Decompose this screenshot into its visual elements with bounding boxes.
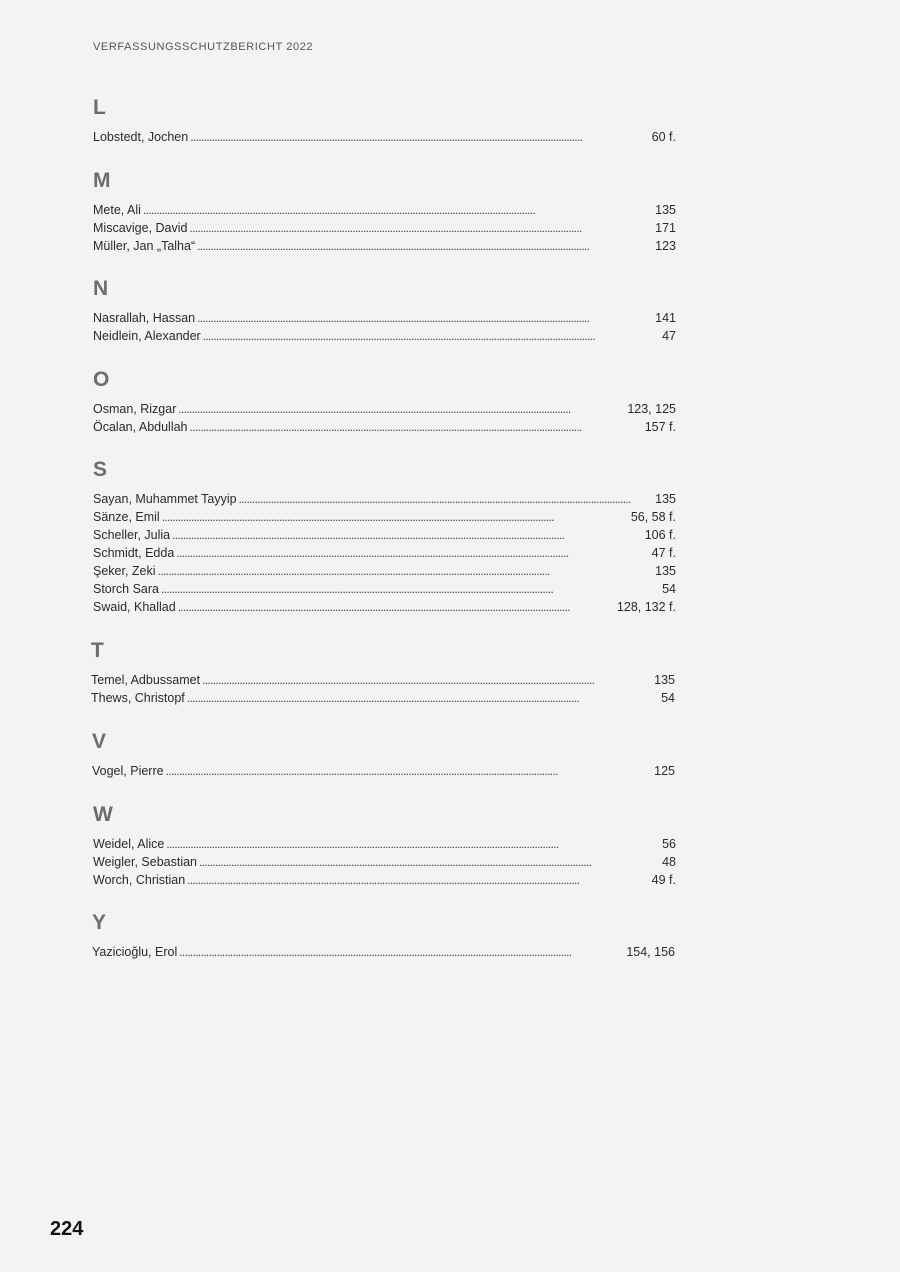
index-entry (93, 309, 676, 327)
index-section-m (93, 169, 676, 255)
index-entry (93, 400, 676, 418)
entry-name: Şeker, Zeki (93, 564, 156, 578)
entry-name: Öcalan, Abdullah (93, 420, 188, 434)
index-section-t (91, 639, 675, 707)
entry-name: Neidlein, Alexander (93, 329, 201, 343)
dot-leader (187, 871, 650, 889)
dot-leader (143, 201, 653, 219)
entry-pages: 135 (655, 203, 676, 217)
index-entry (93, 219, 676, 237)
entry-name: Weigler, Sebastian (93, 855, 197, 869)
dot-leader (187, 689, 659, 707)
index-entry (93, 853, 676, 871)
dot-leader (178, 598, 615, 616)
entry-name: Müller, Jan „Talha“ (93, 239, 196, 253)
index-entry (92, 762, 675, 780)
entry-pages: 106 f. (644, 528, 676, 542)
entry-name: Lobstedt, Jochen (93, 130, 189, 144)
index-section-y (92, 911, 675, 961)
index-entry (93, 544, 676, 562)
index-entry (93, 237, 676, 255)
section-letter: T (91, 639, 104, 662)
entry-name: Nasrallah, Hassan (93, 311, 196, 325)
dot-leader (179, 943, 624, 961)
entry-name: Yazicioğlu, Erol (92, 945, 178, 959)
index-section-v (92, 730, 675, 780)
entry-name: Sänze, Emil (93, 510, 160, 524)
section-letter: N (93, 277, 109, 300)
entry-pages: 123, 125 (627, 402, 676, 416)
entry-pages: 135 (655, 564, 676, 578)
index-entry (93, 871, 676, 889)
entry-name: Worch, Christian (93, 873, 186, 887)
entry-name: Storch Sara (93, 582, 160, 596)
dot-leader (190, 128, 649, 146)
dot-leader (189, 219, 653, 237)
section-letter: S (93, 458, 108, 481)
dot-leader (202, 671, 652, 689)
entry-pages: 125 (654, 764, 675, 778)
entry-name: Sayan, Muhammet Tayyip (93, 492, 237, 506)
entry-name: Osman, Rizgar (93, 402, 177, 416)
entry-pages: 60 f. (651, 130, 676, 144)
entry-pages: 48 (662, 855, 676, 869)
entry-name: Weidel, Alice (93, 837, 165, 851)
entry-name: Thews, Christopf (91, 691, 185, 705)
dot-leader (190, 418, 643, 436)
entry-pages: 47 (662, 329, 676, 343)
dot-leader (197, 237, 653, 255)
dot-leader (178, 400, 625, 418)
index-entry (93, 835, 676, 853)
index-entry (93, 508, 676, 526)
page-number: 224 (50, 1218, 84, 1240)
entry-pages: 56 (662, 837, 676, 851)
section-letter: W (93, 803, 113, 826)
index-entry (91, 689, 675, 707)
entry-name: Miscavige, David (93, 221, 188, 235)
entry-name: Vogel, Pierre (92, 764, 164, 778)
index-section-l (93, 96, 676, 146)
entry-pages: 56, 58 f. (630, 510, 676, 524)
index-entry (93, 598, 676, 616)
entry-name: Scheller, Julia (93, 528, 171, 542)
section-letter: Y (92, 911, 107, 934)
dot-leader (162, 508, 629, 526)
index-entry (93, 580, 676, 598)
index-entry (93, 490, 676, 508)
dot-leader (158, 562, 654, 580)
section-letter: M (93, 169, 111, 192)
dot-leader (197, 309, 653, 327)
index-entry (93, 562, 676, 580)
entry-name: Swaid, Khallad (93, 600, 176, 614)
index-entry (93, 327, 676, 345)
section-letter: L (93, 96, 106, 119)
running-header: VERFASSUNGSSCHUTZBERICHT 2022 (93, 41, 314, 53)
entry-pages: 47 f. (651, 546, 676, 560)
entry-pages: 49 f. (651, 873, 676, 887)
entry-pages: 135 (654, 673, 675, 687)
entry-pages: 123 (655, 239, 676, 253)
dot-leader (203, 327, 660, 345)
dot-leader (239, 490, 654, 508)
index-section-w (93, 803, 676, 889)
index-entry (92, 943, 675, 961)
entry-pages: 135 (655, 492, 676, 506)
entry-pages: 128, 132 f. (616, 600, 676, 614)
index-entry (93, 201, 676, 219)
index-entry (93, 526, 676, 544)
entry-pages: 171 (655, 221, 676, 235)
index-section-n (93, 277, 676, 345)
index-entry (93, 418, 676, 436)
dot-leader (161, 580, 660, 598)
index-entry (93, 128, 676, 146)
entry-pages: 141 (655, 311, 676, 325)
section-letter: V (92, 730, 107, 753)
index-section-s (93, 458, 676, 616)
dot-leader (199, 853, 660, 871)
entry-name: Schmidt, Edda (93, 546, 175, 560)
entry-pages: 54 (661, 691, 675, 705)
entry-name: Mete, Ali (93, 203, 141, 217)
entry-pages: 54 (662, 582, 676, 596)
index-section-o (93, 368, 676, 436)
dot-leader (166, 762, 653, 780)
index-entry (91, 671, 675, 689)
dot-leader (166, 835, 660, 853)
entry-pages: 154, 156 (626, 945, 675, 959)
entry-name: Temel, Adbussamet (91, 673, 201, 687)
dot-leader (176, 544, 649, 562)
section-letter: O (93, 368, 110, 391)
entry-pages: 157 f. (644, 420, 676, 434)
dot-leader (172, 526, 643, 544)
